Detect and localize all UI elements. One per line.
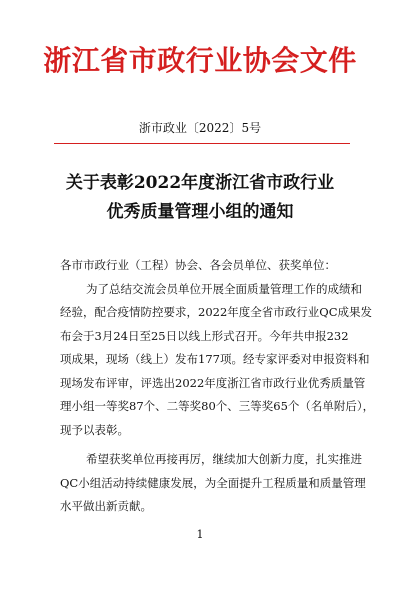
paragraph-line: 项成果，现场（线上）发布177项。经专家评委对申报资料和	[60, 352, 370, 366]
paragraph-line: 水平做出新贡献。	[60, 499, 152, 513]
paragraph-line: 布会于3月24日至25日以线上形式召开。今年共申报232	[60, 328, 349, 343]
document-body	[60, 254, 375, 519]
paragraph-line: QC小组活动持续健康发展，为全面提升工程质量和质量管理	[60, 475, 366, 490]
red-divider-rule	[54, 143, 350, 144]
paragraph-line: 理小组一等奖87个、二等奖80个、三等奖65个（名单附后），	[60, 399, 375, 413]
paragraph-line: 经验，配合疫情防控要求，2022年度全省市政行业QC成果发	[60, 305, 372, 319]
notice-title-line-2: 优秀质量管理小组的通知	[106, 202, 294, 222]
paragraph-line: 现场发布评审，评选出2022年度浙江省市政行业优秀质量管	[60, 375, 366, 390]
notice-title-line-1: 关于表彰2022年度浙江省市政行业	[65, 173, 335, 193]
paragraph-line: 现予以表彰。	[60, 422, 129, 437]
paragraph-line: 希望获奖单位再接再厉，继续加大创新力度，扎实推进	[86, 452, 362, 466]
addressee-line: 各市市政行业（工程）协会、各会员单位、获奖单位：	[60, 258, 336, 272]
paragraph-1	[60, 278, 375, 443]
paragraph-2	[60, 448, 366, 519]
masthead-title: 浙江省市政行业协会文件	[43, 44, 357, 77]
page-number: 1	[196, 528, 204, 541]
document-number: 浙市政业〔2022〕5号	[138, 121, 262, 135]
paragraph-line: 为了总结交流会员单位开展全面质量管理工作的成绩和	[86, 281, 362, 296]
